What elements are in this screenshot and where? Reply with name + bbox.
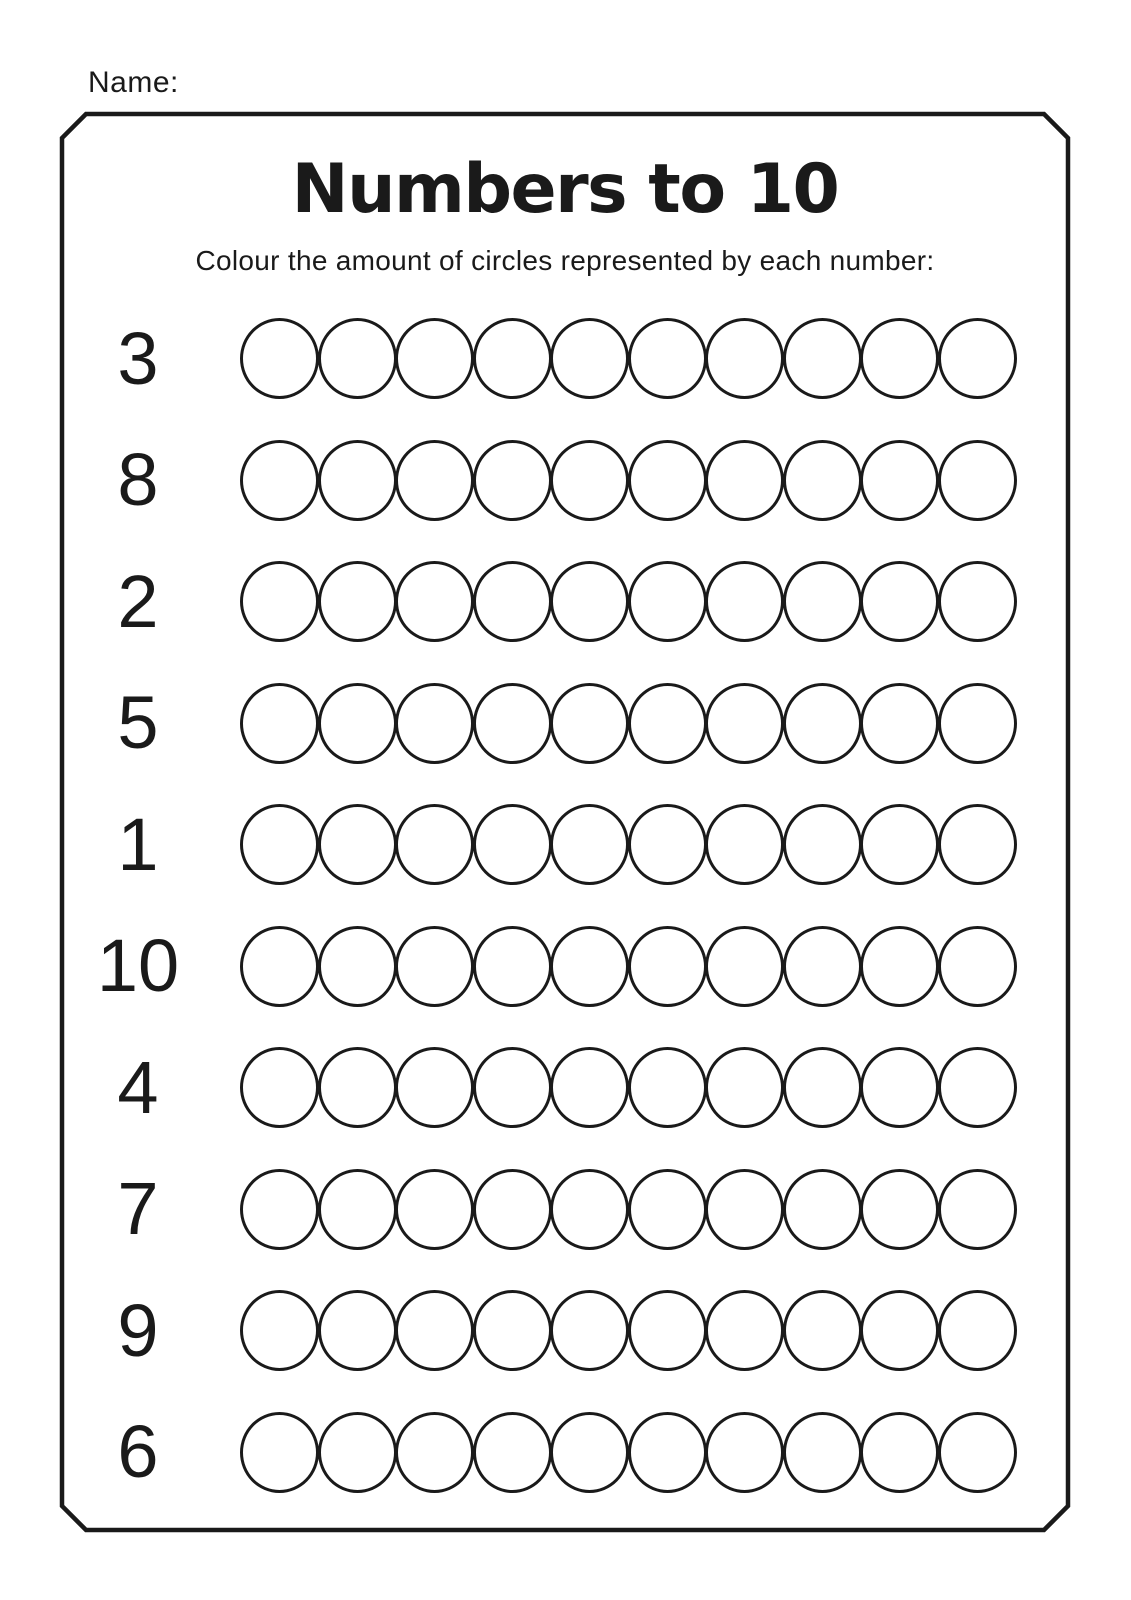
colour-circle[interactable] bbox=[860, 561, 939, 642]
colour-circle[interactable] bbox=[550, 926, 629, 1007]
colour-circle[interactable] bbox=[628, 804, 707, 885]
colour-circle[interactable] bbox=[240, 804, 319, 885]
colour-circle[interactable] bbox=[550, 683, 629, 764]
worksheet-row bbox=[0, 926, 1131, 1007]
colour-circle[interactable] bbox=[938, 1290, 1017, 1371]
worksheet-row bbox=[0, 318, 1131, 399]
colour-circle[interactable] bbox=[628, 1412, 707, 1493]
colour-circle[interactable] bbox=[628, 926, 707, 1007]
colour-circle[interactable] bbox=[473, 1047, 552, 1128]
colour-circle[interactable] bbox=[783, 318, 862, 399]
colour-circle[interactable] bbox=[705, 926, 784, 1007]
colour-circle[interactable] bbox=[860, 1047, 939, 1128]
colour-circle[interactable] bbox=[550, 1290, 629, 1371]
colour-circle[interactable] bbox=[550, 1412, 629, 1493]
colour-circle[interactable] bbox=[938, 561, 1017, 642]
colour-circle[interactable] bbox=[938, 318, 1017, 399]
colour-circle[interactable] bbox=[860, 926, 939, 1007]
row-number-label: 5 bbox=[117, 681, 159, 764]
circles-row bbox=[240, 1169, 1017, 1250]
worksheet-row bbox=[0, 1169, 1131, 1250]
worksheet-row bbox=[0, 1047, 1131, 1128]
colour-circle[interactable] bbox=[550, 318, 629, 399]
colour-circle[interactable] bbox=[628, 683, 707, 764]
colour-circle[interactable] bbox=[240, 440, 319, 521]
circles-row bbox=[240, 926, 1017, 1007]
colour-circle[interactable] bbox=[860, 318, 939, 399]
colour-circle[interactable] bbox=[860, 1290, 939, 1371]
colour-circle[interactable] bbox=[473, 804, 552, 885]
circles-row bbox=[240, 440, 1017, 521]
row-number-label: 2 bbox=[117, 559, 159, 643]
name-label: Name: bbox=[88, 66, 179, 99]
colour-circle[interactable] bbox=[473, 1290, 552, 1371]
colour-circle[interactable] bbox=[705, 561, 784, 642]
colour-circle[interactable] bbox=[318, 440, 397, 521]
colour-circle[interactable] bbox=[240, 1169, 319, 1250]
worksheet-row bbox=[0, 804, 1131, 885]
worksheet-row bbox=[0, 683, 1131, 764]
circles-row bbox=[240, 318, 1017, 399]
colour-circle[interactable] bbox=[938, 1412, 1017, 1493]
colour-circle[interactable] bbox=[550, 440, 629, 521]
colour-circle[interactable] bbox=[240, 318, 319, 399]
colour-circle[interactable] bbox=[318, 561, 397, 642]
colour-circle[interactable] bbox=[240, 683, 319, 764]
colour-circle[interactable] bbox=[395, 1412, 474, 1493]
colour-circle[interactable] bbox=[705, 804, 784, 885]
colour-circle[interactable] bbox=[550, 1169, 629, 1250]
colour-circle[interactable] bbox=[783, 440, 862, 521]
row-number-label: 10 bbox=[96, 924, 180, 1007]
colour-circle[interactable] bbox=[860, 1169, 939, 1250]
colour-circle[interactable] bbox=[783, 1169, 862, 1250]
colour-circle[interactable] bbox=[860, 1412, 939, 1493]
colour-circle[interactable] bbox=[628, 1169, 707, 1250]
colour-circle[interactable] bbox=[550, 561, 629, 642]
colour-circle[interactable] bbox=[705, 683, 784, 764]
colour-circle[interactable] bbox=[473, 561, 552, 642]
colour-circle[interactable] bbox=[628, 440, 707, 521]
colour-circle[interactable] bbox=[705, 318, 784, 399]
circles-row bbox=[240, 1412, 1017, 1493]
colour-circle[interactable] bbox=[395, 926, 474, 1007]
colour-circle[interactable] bbox=[240, 1290, 319, 1371]
colour-circle[interactable] bbox=[473, 1412, 552, 1493]
colour-circle[interactable] bbox=[938, 926, 1017, 1007]
circles-row bbox=[240, 804, 1017, 885]
colour-circle[interactable] bbox=[395, 440, 474, 521]
colour-circle[interactable] bbox=[628, 1047, 707, 1128]
colour-circle[interactable] bbox=[550, 1047, 629, 1128]
colour-circle[interactable] bbox=[938, 804, 1017, 885]
colour-circle[interactable] bbox=[240, 1047, 319, 1128]
colour-circle[interactable] bbox=[473, 440, 552, 521]
colour-circle[interactable] bbox=[318, 1290, 397, 1371]
row-number-label: 6 bbox=[117, 1410, 159, 1493]
circles-row bbox=[240, 561, 1017, 642]
instruction-text: Colour the amount of circles represented by each number: bbox=[195, 245, 935, 276]
colour-circle[interactable] bbox=[628, 318, 707, 399]
colour-circle[interactable] bbox=[395, 1290, 474, 1371]
page-title: Numbers to 10 bbox=[291, 150, 839, 229]
colour-circle[interactable] bbox=[318, 804, 397, 885]
colour-circle[interactable] bbox=[473, 683, 552, 764]
colour-circle[interactable] bbox=[628, 1290, 707, 1371]
colour-circle[interactable] bbox=[783, 1290, 862, 1371]
worksheet-row bbox=[0, 1290, 1131, 1371]
colour-circle[interactable] bbox=[395, 1047, 474, 1128]
colour-circle[interactable] bbox=[395, 561, 474, 642]
colour-circle[interactable] bbox=[473, 1169, 552, 1250]
colour-circle[interactable] bbox=[705, 1412, 784, 1493]
colour-circle[interactable] bbox=[318, 318, 397, 399]
colour-circle[interactable] bbox=[628, 561, 707, 642]
colour-circle[interactable] bbox=[473, 318, 552, 399]
row-number-label: 1 bbox=[117, 802, 159, 886]
colour-circle[interactable] bbox=[938, 1047, 1017, 1128]
worksheet-row bbox=[0, 561, 1131, 642]
colour-circle[interactable] bbox=[783, 1047, 862, 1128]
colour-circle[interactable] bbox=[318, 1412, 397, 1493]
colour-circle[interactable] bbox=[783, 1412, 862, 1493]
colour-circle[interactable] bbox=[395, 683, 474, 764]
worksheet-row bbox=[0, 440, 1131, 521]
circles-row bbox=[240, 683, 1017, 764]
colour-circle[interactable] bbox=[705, 1169, 784, 1250]
colour-circle[interactable] bbox=[860, 440, 939, 521]
colour-circle[interactable] bbox=[395, 1169, 474, 1250]
colour-circle[interactable] bbox=[240, 1412, 319, 1493]
colour-circle[interactable] bbox=[938, 440, 1017, 521]
row-number-label: 3 bbox=[117, 316, 159, 400]
colour-circle[interactable] bbox=[860, 804, 939, 885]
colour-circle[interactable] bbox=[783, 683, 862, 764]
colour-circle[interactable] bbox=[395, 804, 474, 885]
colour-circle[interactable] bbox=[318, 926, 397, 1007]
colour-circle[interactable] bbox=[783, 561, 862, 642]
colour-circle[interactable] bbox=[240, 561, 319, 642]
worksheet-row bbox=[0, 1412, 1131, 1493]
colour-circle[interactable] bbox=[705, 440, 784, 521]
colour-circle[interactable] bbox=[783, 804, 862, 885]
circles-row bbox=[240, 1047, 1017, 1128]
colour-circle[interactable] bbox=[783, 926, 862, 1007]
colour-circle[interactable] bbox=[705, 1290, 784, 1371]
colour-circle[interactable] bbox=[473, 926, 552, 1007]
colour-circle[interactable] bbox=[550, 804, 629, 885]
colour-circle[interactable] bbox=[318, 683, 397, 764]
colour-circle[interactable] bbox=[318, 1169, 397, 1250]
colour-circle[interactable] bbox=[860, 683, 939, 764]
colour-circle[interactable] bbox=[938, 1169, 1017, 1250]
colour-circle[interactable] bbox=[938, 683, 1017, 764]
row-number-label: 4 bbox=[117, 1045, 159, 1129]
worksheet-rows bbox=[0, 318, 1131, 1493]
colour-circle[interactable] bbox=[318, 1047, 397, 1128]
circles-row bbox=[240, 1290, 1017, 1371]
colour-circle[interactable] bbox=[395, 318, 474, 399]
colour-circle[interactable] bbox=[705, 1047, 784, 1128]
row-number-label: 7 bbox=[117, 1167, 159, 1250]
row-number-label: 8 bbox=[117, 438, 159, 521]
colour-circle[interactable] bbox=[240, 926, 319, 1007]
row-number-label: 9 bbox=[117, 1288, 159, 1372]
